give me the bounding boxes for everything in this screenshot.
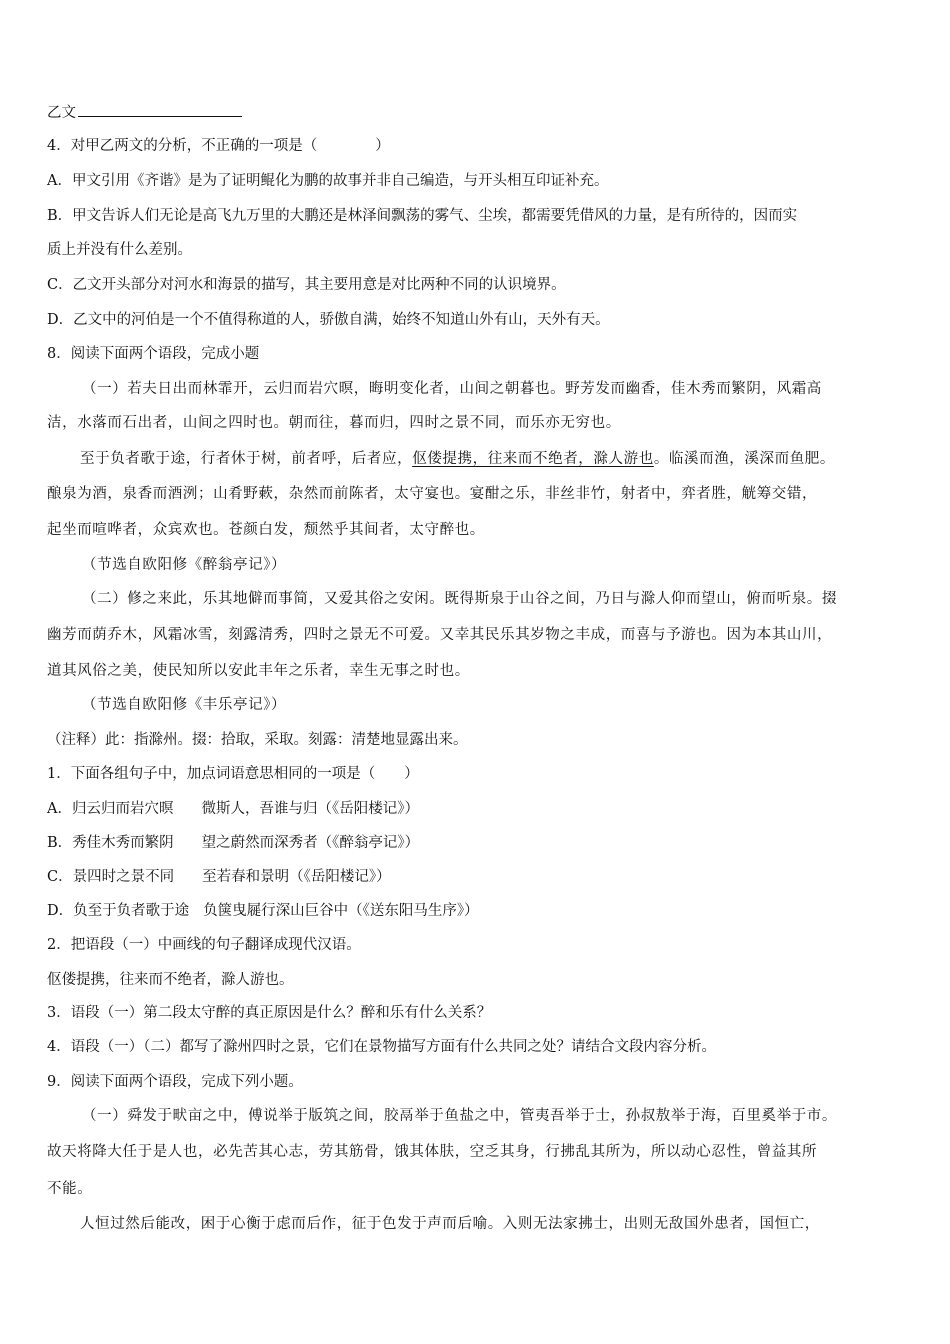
option-b: B．甲文告诉人们无论是高飞九万里的大鹏还是林泽间飘荡的雾气、尘埃，都需要凭借风的力量，是有所待的，因而实 xyxy=(47,208,798,224)
passage3-para2-line1: 人恒过然后能改，困于心衡于虑而后作，征于色发于声而后喻。入则无法家拂士，出则无敌国外患者，国恒亡， xyxy=(80,1216,820,1232)
passage1-para2-line1: 至于负者歌于途，行者休于树，前者呼，后者应，伛偻提携，往来而不绝者，滁人游也。临溪而渔，溪深而鱼肥。 xyxy=(80,451,836,467)
sub-option-c: C．景四时之景不同 至若春和景明（《岳阳楼记》） xyxy=(47,869,391,885)
passage2-line3: 道其风俗之美，使民知所以安此丰年之乐者，幸生无事之时也。 xyxy=(47,663,470,679)
answer-line-yiwen: 乙文 xyxy=(47,102,903,122)
passage3-line2: 故天将降大任于是人也，必先苦其心志，劳其筋骨，饿其体肤，空乏其身，行拂乱其所为，所以动心忍性，曾益其所 xyxy=(47,1144,818,1160)
sub-option-d: D．负至于负者歌于途 负箧曳屣行深山巨谷中（《送东阳马生序》） xyxy=(47,903,479,919)
subquestion-2-sentence: 伛偻提携，往来而不绝者，滁人游也。 xyxy=(47,972,294,988)
sub-option-b: B．秀佳木秀而繁阴 望之蔚然而深秀者（《醉翁亭记》） xyxy=(47,835,420,851)
passage3-line3: 不能。 xyxy=(47,1181,93,1197)
passage1-para2-line3: 起坐而喧哗者，众宾欢也。苍颜白发，颓然乎其间者，太守醉也。 xyxy=(47,522,485,538)
question-8: 8．阅读下面两个语段，完成小题 xyxy=(47,346,260,362)
option-a: A．甲文引用《齐谐》是为了证明鲲化为鹏的故事并非自己编造，与开头相互印证补充。 xyxy=(47,173,609,189)
underlined-sentence: 伛偻提携，往来而不绝者，滁人游也 xyxy=(412,451,654,467)
option-b-cont: 质上并没有什么差别。 xyxy=(47,242,192,258)
answer-blank[interactable] xyxy=(78,102,242,117)
question-9: 9．阅读下面两个语段，完成下列小题。 xyxy=(47,1074,303,1090)
passage1-para1-line2: 洁，水落而石出者，山间之四时也。朝而往，暮而归，四时之景不同，而乐亦无穷也。 xyxy=(47,415,621,431)
subquestion-1: 1．下面各组句子中，加点词语意思相同的一项是（ ） xyxy=(47,766,419,782)
source-zuiwengting: （节选自欧阳修《醉翁亭记》） xyxy=(82,557,287,573)
source-fengleting: （节选自欧阳修《丰乐亭记》） xyxy=(82,697,287,713)
passage2-line2: 幽芳而荫乔木，风霜冰雪，刻露清秀，四时之景无不可爱。又幸其民乐其岁物之丰成，而喜与予游也。因为本其山川， xyxy=(47,627,833,643)
option-d: D．乙文中的河伯是一个不值得称道的人，骄傲自满，始终不知道山外有山，天外有天。 xyxy=(47,312,610,328)
subquestion-4: 4．语段（一）（二）都写了滁州四时之景，它们在景物描写方面有什么共同之处？请结合文段内容分析。 xyxy=(47,1039,716,1055)
subquestion-3: 3．语段（一）第二段太守醉的真正原因是什么？醉和乐有什么关系？ xyxy=(47,1005,492,1021)
question-4: 4．对甲乙两文的分析，不正确的一项是（ ） xyxy=(47,138,390,154)
passage3-line1: （一）舜发于畎亩之中，傅说举于版筑之间，胶鬲举于鱼盐之中，管夷吾举于士，孙叔敖举于海，百里奚举于市。 xyxy=(82,1108,837,1124)
passage1-para1-line1: （一）若夫日出而林霏开，云归而岩穴暝，晦明变化者，山间之朝暮也。野芳发而幽香，佳木秀而繁阴，风霜高 xyxy=(82,381,822,397)
passage1-para2-line2: 酿泉为酒，泉香而酒洌；山肴野蔌，杂然而前陈者，太守宴也。宴酣之乐，非丝非竹，射者中，弈者胜，觥筹交错， xyxy=(47,486,818,502)
option-c: C．乙文开头部分对河水和海景的描写，其主要用意是对比两种不同的认识境界。 xyxy=(47,277,566,293)
subquestion-2: 2．把语段（一）中画线的句子翻译成现代汉语。 xyxy=(47,937,361,953)
annotation: （注释）此：指滁州。掇：拾取，采取。刻露：清楚地显露出来。 xyxy=(47,732,468,748)
passage2-line1: （二）修之来此，乐其地僻而事简，又爱其俗之安闲。既得斯泉于山谷之间，乃日与滁人仰而望山，俯而听泉。掇 xyxy=(82,591,837,607)
sub-option-a: A．归云归而岩穴暝 微斯人，吾谁与归（《岳阳楼记》） xyxy=(47,801,419,817)
